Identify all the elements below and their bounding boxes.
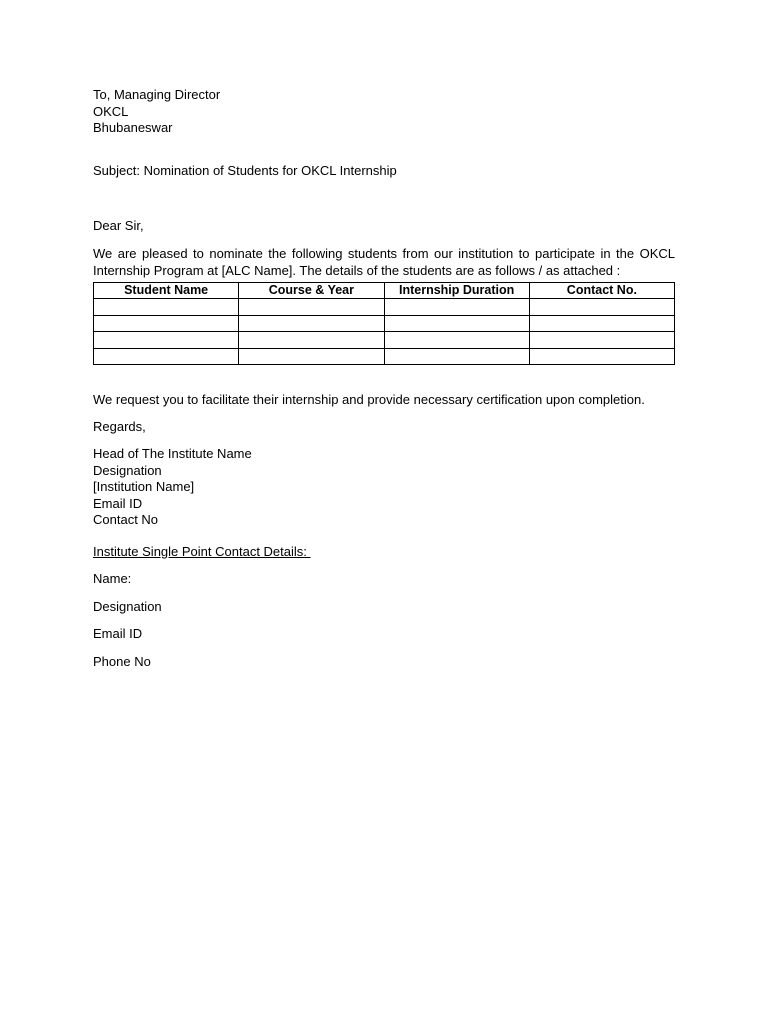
table-cell — [529, 315, 674, 332]
signature-line-5: Contact No — [93, 512, 159, 527]
table-header-student-name: Student Name — [94, 282, 239, 299]
intro-paragraph: We are pleased to nominate the following students from our institution to participate in the OKCL Internship Program at [ALC Name]. The details of the students are as follows / as attached : — [93, 245, 675, 278]
recipient-line-1: To, Managing Director — [93, 87, 221, 102]
signature-block — [93, 446, 675, 529]
spoc-heading: Institute Single Point Contact Details: — [93, 543, 311, 559]
table-cell — [94, 332, 239, 349]
table-cell — [94, 348, 239, 365]
spoc-designation: Designation — [93, 598, 162, 614]
table-header-course-year: Course & Year — [239, 282, 384, 299]
signature-line-3: [Institution Name] — [93, 479, 195, 494]
table-row — [94, 348, 675, 365]
spoc-email: Email ID — [93, 626, 143, 641]
recipient-line-2: OKCL — [93, 103, 129, 119]
table-cell — [384, 299, 529, 316]
signature-line-1: Head of The Institute Name — [93, 446, 252, 461]
subject-line: Subject: Nomination of Students for OKCL Internship — [93, 162, 397, 178]
students-table — [93, 282, 675, 366]
salutation: Dear Sir, — [93, 218, 144, 233]
table-cell — [239, 332, 384, 349]
spoc-phone: Phone No — [93, 653, 151, 669]
table-cell — [529, 299, 674, 316]
table-cell — [239, 348, 384, 365]
table-cell — [529, 332, 674, 349]
table-cell — [239, 315, 384, 332]
recipient-block — [93, 87, 675, 137]
table-header-row — [94, 282, 675, 299]
spoc-name: Name: — [93, 571, 132, 586]
table-row — [94, 332, 675, 349]
table-header-internship-duration: Internship Duration — [384, 282, 529, 299]
table-cell — [239, 299, 384, 316]
signature-line-2: Designation — [93, 462, 162, 478]
spoc-block — [93, 544, 675, 671]
table-cell — [94, 315, 239, 332]
table-cell — [384, 348, 529, 365]
spoc-heading-wrap — [93, 544, 675, 561]
letter-body — [93, 87, 675, 670]
table-row — [94, 315, 675, 332]
table-cell — [94, 299, 239, 316]
table-cell — [384, 332, 529, 349]
recipient-line-3: Bhubaneswar — [93, 120, 173, 135]
table-row — [94, 299, 675, 316]
table-cell — [384, 315, 529, 332]
signature-line-4: Email ID — [93, 495, 143, 511]
table-cell — [529, 348, 674, 365]
table-header-contact-no: Contact No. — [529, 282, 674, 299]
closing-text: Regards, — [93, 418, 146, 434]
request-paragraph: We request you to facilitate their internship and provide necessary certification upon completion. — [93, 392, 645, 407]
